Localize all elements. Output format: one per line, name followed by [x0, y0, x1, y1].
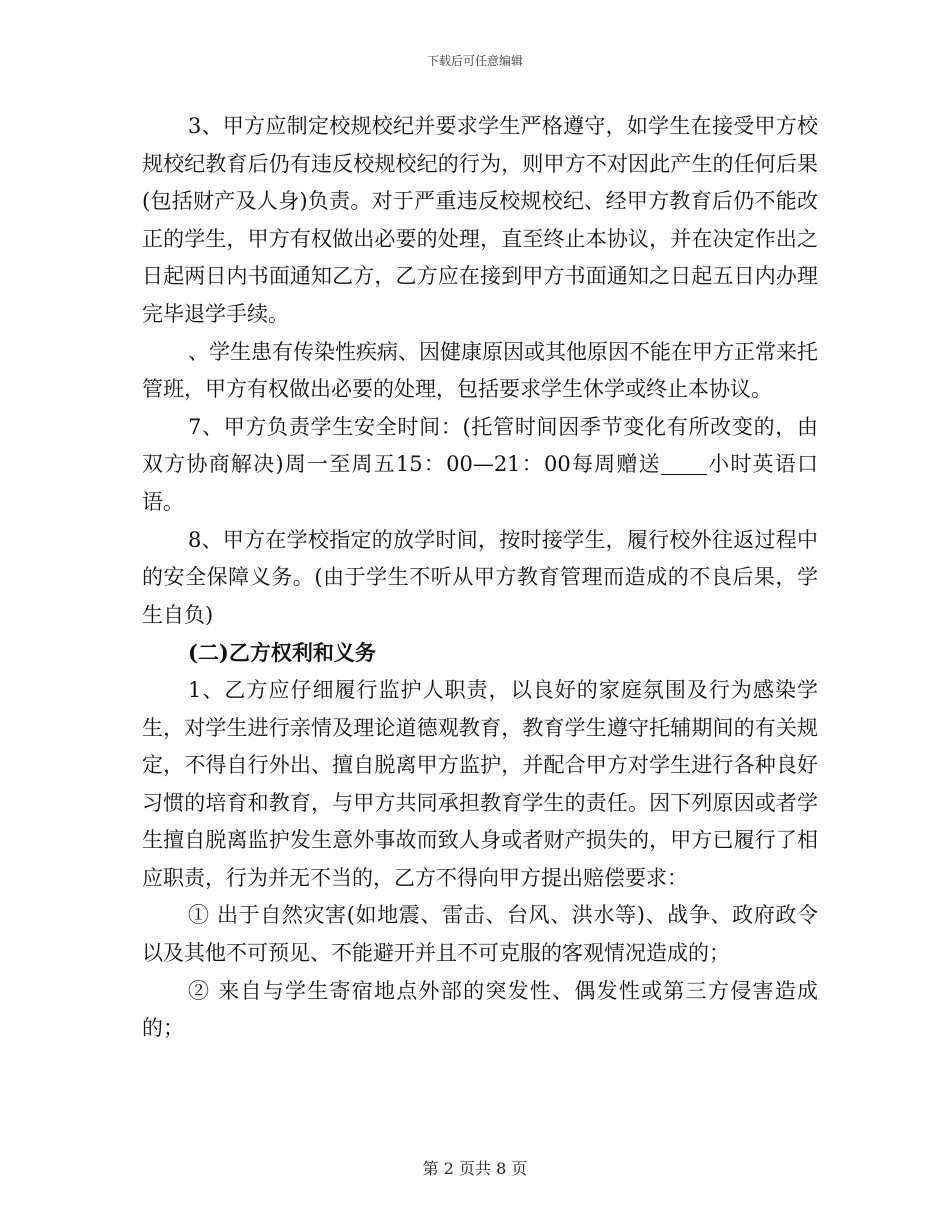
page-header: 下载后可任意编辑: [426, 54, 523, 68]
party-b-clause-1: 1、乙方应仔细履行监护人职责，以良好的家庭氛围及行为感染学生，对学生进行亲情及理论道德观教育，教育学生遵守托辅期间的有关规定，不得自行外出、擅自脱离甲方监护，并配合甲方对学生进行各种良好习惯的培育和教育，与甲方共同承担教育学生的责任。因下列原因或者学生擅自脱离监护发生意外事故而致人身或者财产损失的，甲方已履行了相应职责，行为并无不当的，乙方不得向甲方提出赔偿要求：: [142, 677, 818, 890]
document-body: [142, 108, 818, 1048]
clause-health: 、学生患有传染性疾病、因健康原因或其他原因不能在甲方正常来托管班，甲方有权做出必要的处理，包括要求学生休学或终止本协议。: [142, 339, 818, 402]
section-heading: (二)乙方权利和义务: [188, 640, 376, 666]
fill-in-blank: [661, 453, 707, 475]
clause-7: [142, 409, 818, 522]
clause-7-text-after: 小时英语口语。: [142, 452, 819, 514]
clause-7-text-before: 7、甲方负责学生安全时间：(托管时间因季节变化有所改变的，由双方协商解决)周一至周五15：00—21：00每周赠送: [142, 414, 818, 477]
list-item-1: ① 出于自然灾害(如地震、雷击、台风、洪水等)、战争、政府政令以及其他不可预见、不能避开并且不可克服的客观情况造成的；: [142, 903, 818, 966]
page-footer: 第 2 页共 8 页: [422, 1159, 528, 1178]
clause-3: 3、甲方应制定校规校纪并要求学生严格遵守，如学生在接受甲方校规校纪教育后仍有违反校规校纪的行为，则甲方不对因此产生的任何后果(包括财产及人身)负责。对于严重违反校规校纪、经甲方教育后仍不能改正的学生，甲方有权做出必要的处理，直至终止本协议，并在决定作出之日起两日内书面通知乙方，乙方应在接到甲方书面通知之日起五日内办理完毕退学手续。: [142, 114, 818, 326]
clause-8: 8、甲方在学校指定的放学时间，按时接学生，履行校外往返过程中的安全保障义务。(由于学生不听从甲方教育管理而造成的不良后果，学生自负): [142, 527, 818, 627]
list-item-2: ② 来自与学生寄宿地点外部的突发性、偶发性或第三方侵害造成的；: [142, 978, 818, 1041]
